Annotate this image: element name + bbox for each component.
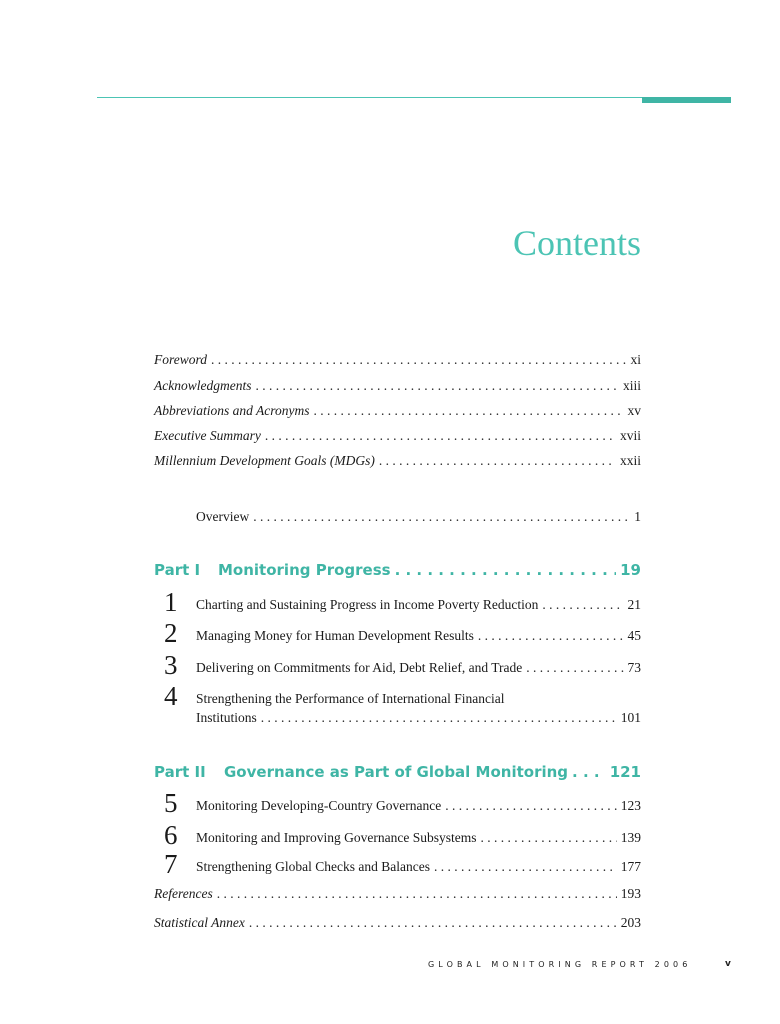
toc-entry-label: References bbox=[154, 886, 213, 901]
toc-entry-chapter-4-line-1[interactable] bbox=[196, 691, 641, 707]
toc-entry-statistical-annex[interactable] bbox=[154, 915, 641, 931]
dot-leader bbox=[434, 859, 617, 875]
toc-entry-label: Millennium Development Goals (MDGs) bbox=[154, 453, 375, 468]
toc-entry-page: 21 bbox=[627, 597, 641, 612]
dot-leader bbox=[572, 763, 606, 781]
toc-entry-page: xvii bbox=[619, 428, 641, 443]
chapter-number: 7 bbox=[164, 849, 178, 879]
toc-entry-overview[interactable] bbox=[196, 509, 641, 525]
toc-entry-page: 101 bbox=[620, 710, 641, 725]
toc-entry-label: Charting and Sustaining Progress in Income Poverty Reduction bbox=[196, 597, 539, 612]
toc-entry-abbreviations[interactable] bbox=[154, 403, 641, 419]
toc-entry-executive-summary[interactable] bbox=[154, 428, 641, 444]
toc-entry-label: Delivering on Commitments for Aid, Debt Relief, and Trade bbox=[196, 660, 523, 675]
part-label: Part I bbox=[154, 561, 201, 579]
toc-entry-page: 73 bbox=[627, 660, 641, 675]
toc-entry-chapter-5[interactable] bbox=[196, 798, 641, 814]
chapter-number: 6 bbox=[164, 820, 178, 850]
header-rule-accent bbox=[642, 97, 731, 103]
dot-leader bbox=[445, 798, 617, 814]
toc-entry-page: 193 bbox=[620, 886, 641, 901]
dot-leader bbox=[211, 352, 626, 368]
toc-entry-chapter-1[interactable] bbox=[196, 597, 641, 613]
chapter-number: 2 bbox=[164, 618, 178, 648]
dot-leader bbox=[379, 453, 616, 469]
dot-leader bbox=[249, 915, 617, 931]
toc-entry-page: 1 bbox=[634, 509, 641, 524]
toc-entry-page: 177 bbox=[620, 859, 641, 874]
toc-entry-label: Monitoring and Improving Governance Subsystems bbox=[196, 830, 477, 845]
toc-entry-page: xiii bbox=[622, 378, 641, 393]
toc-entry-label: Strengthening Global Checks and Balances bbox=[196, 859, 430, 874]
toc-entry-label: Acknowledgments bbox=[154, 378, 252, 393]
toc-entry-foreword[interactable] bbox=[154, 352, 641, 368]
dot-leader bbox=[265, 428, 616, 444]
toc-entry-label: Institutions bbox=[196, 710, 257, 725]
page-title: Contents bbox=[512, 223, 641, 263]
dot-leader bbox=[526, 660, 623, 676]
chapter-number: 1 bbox=[164, 587, 178, 617]
toc-entry-label: Abbreviations and Acronyms bbox=[154, 403, 310, 418]
toc-entry-page: 203 bbox=[620, 915, 641, 930]
toc-entry-page: 139 bbox=[620, 830, 641, 845]
dot-leader bbox=[261, 710, 617, 726]
toc-entry-page: 45 bbox=[627, 628, 641, 643]
part-page: 121 bbox=[609, 763, 641, 781]
toc-entry-chapter-2[interactable] bbox=[196, 628, 641, 644]
dot-leader bbox=[255, 378, 619, 394]
chapter-number: 4 bbox=[164, 681, 178, 711]
toc-entry-page: 123 bbox=[620, 798, 641, 813]
dot-leader bbox=[480, 830, 616, 846]
dot-leader bbox=[253, 509, 630, 525]
toc-entry-chapter-6[interactable] bbox=[196, 830, 641, 846]
toc-entry-mdgs[interactable] bbox=[154, 453, 641, 469]
dot-leader bbox=[217, 886, 617, 902]
part-label: Part II bbox=[154, 763, 206, 781]
toc-entry-references[interactable] bbox=[154, 886, 641, 902]
toc-entry-acknowledgments[interactable] bbox=[154, 378, 641, 394]
part-page: 19 bbox=[620, 561, 641, 579]
chapter-number: 5 bbox=[164, 788, 178, 818]
part-heading-2[interactable] bbox=[154, 763, 641, 781]
toc-entry-page: xi bbox=[630, 352, 641, 367]
dot-leader bbox=[313, 403, 623, 419]
toc-entry-label: Managing Money for Human Development Results bbox=[196, 628, 474, 643]
running-footer: GLOBAL MONITORING REPORT 2006 bbox=[428, 960, 692, 969]
toc-entry-chapter-4[interactable] bbox=[196, 710, 641, 726]
toc-entry-page: xv bbox=[627, 403, 641, 418]
dot-leader bbox=[542, 597, 623, 613]
dot-leader bbox=[395, 561, 617, 579]
toc-entry-label: Executive Summary bbox=[154, 428, 261, 443]
toc-entry-page: xxii bbox=[619, 453, 641, 468]
part-heading-1[interactable] bbox=[154, 561, 641, 579]
toc-entry-label: Foreword bbox=[154, 352, 207, 367]
chapter-number: 3 bbox=[164, 650, 178, 680]
part-title: Governance as Part of Global Monitoring bbox=[224, 763, 569, 781]
part-title: Monitoring Progress bbox=[218, 561, 391, 579]
dot-leader bbox=[478, 628, 624, 644]
toc-entry-label: Monitoring Developing-Country Governance bbox=[196, 798, 442, 813]
toc-entry-label: Overview bbox=[196, 509, 250, 524]
header-rule-thin bbox=[97, 97, 642, 98]
toc-entry-chapter-7[interactable] bbox=[196, 859, 641, 875]
toc-entry-label: Strengthening the Performance of International Financial bbox=[196, 691, 505, 706]
page-number: v bbox=[725, 959, 731, 969]
toc-entry-label: Statistical Annex bbox=[154, 915, 245, 930]
toc-entry-chapter-3[interactable] bbox=[196, 660, 641, 676]
